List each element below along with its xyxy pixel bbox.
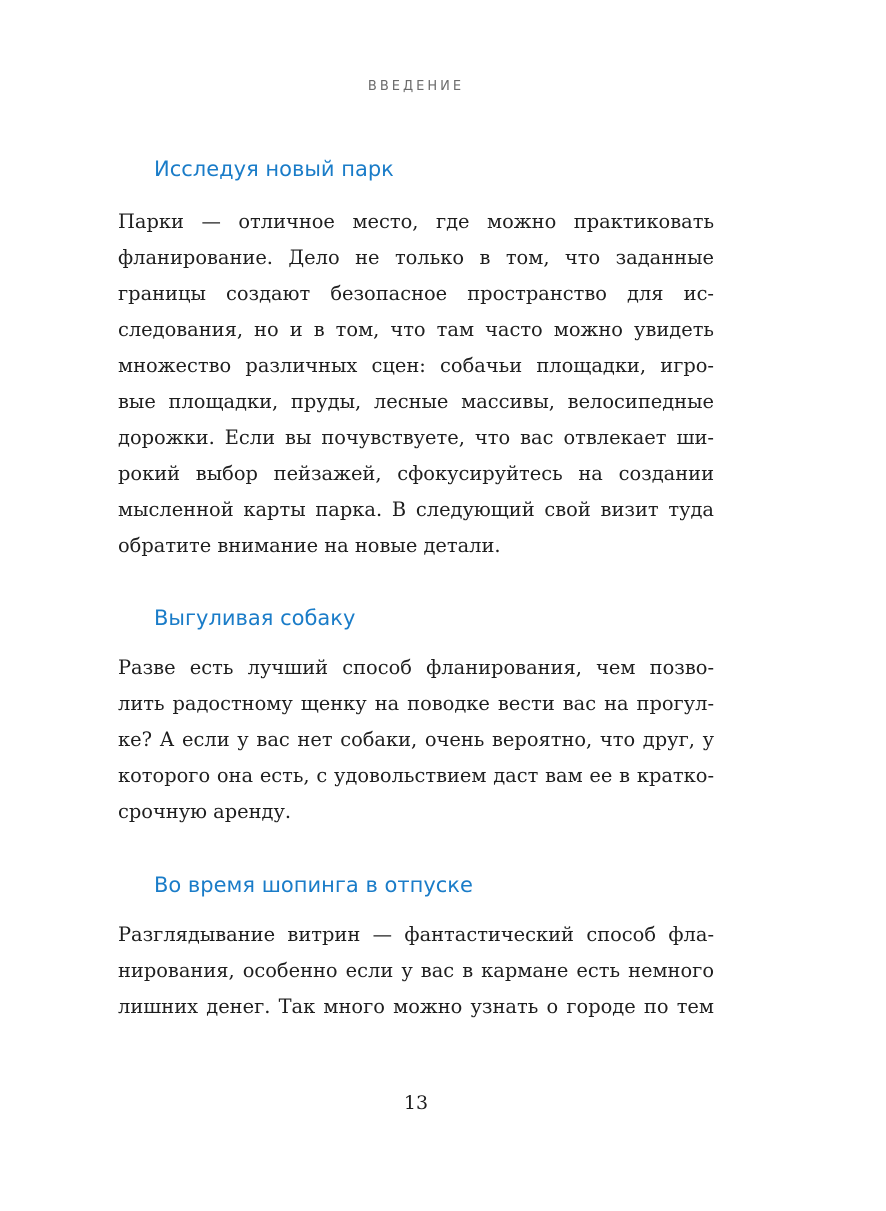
text-line: следования, но и в том, что там часто можно увидеть	[118, 318, 714, 341]
text-line: Парки — отличное место, где можно практиковать	[118, 210, 714, 233]
section-heading-park: Исследуя новый парк	[154, 157, 394, 181]
section-body-shopping	[118, 917, 714, 1025]
text-line: ке? А если у вас нет собаки, очень вероятно, что друг, у	[118, 728, 714, 751]
text-line: нирования, особенно если у вас в кармане есть немного	[118, 959, 714, 982]
text-line: лишних денег. Так много можно узнать о городе по тем	[118, 995, 714, 1018]
text-line: Разве есть лучший способ фланирования, чем позво-	[118, 656, 714, 679]
text-line: вые площадки, пруды, лесные массивы, велосипедные	[118, 390, 714, 413]
text-line: дорожки. Если вы почувствуете, что вас отвлекает ши-	[118, 426, 714, 449]
text-line: срочную аренду.	[118, 800, 292, 823]
text-line: которого она есть, с удовольствием даст вам ее в кратко-	[118, 764, 714, 787]
running-head: ВВЕДЕНИЕ	[367, 79, 465, 94]
text-line: лить радостному щенку на поводке вести вас на прогул-	[118, 692, 714, 715]
text-line: фланирование. Дело не только в том, что заданные	[118, 246, 714, 269]
section-heading-dog: Выгуливая собаку	[154, 606, 356, 630]
text-line: мысленной карты парка. В следующий свой визит туда	[118, 498, 714, 521]
section-body-dog	[118, 650, 714, 830]
page-number: 13	[403, 1092, 429, 1114]
text-line: рокий выбор пейзажей, сфокусируйтесь на создании	[118, 462, 714, 485]
text-line: границы создают безопасное пространство для ис-	[118, 282, 714, 305]
text-line: множество различных сцен: собачьи площадки, игро-	[118, 354, 714, 377]
section-body-park	[118, 204, 714, 564]
text-line: Разглядывание витрин — фантастический способ фла-	[118, 923, 714, 946]
section-heading-shopping: Во время шопинга в отпуске	[154, 873, 473, 897]
text-line: обратите внимание на новые детали.	[118, 534, 501, 557]
